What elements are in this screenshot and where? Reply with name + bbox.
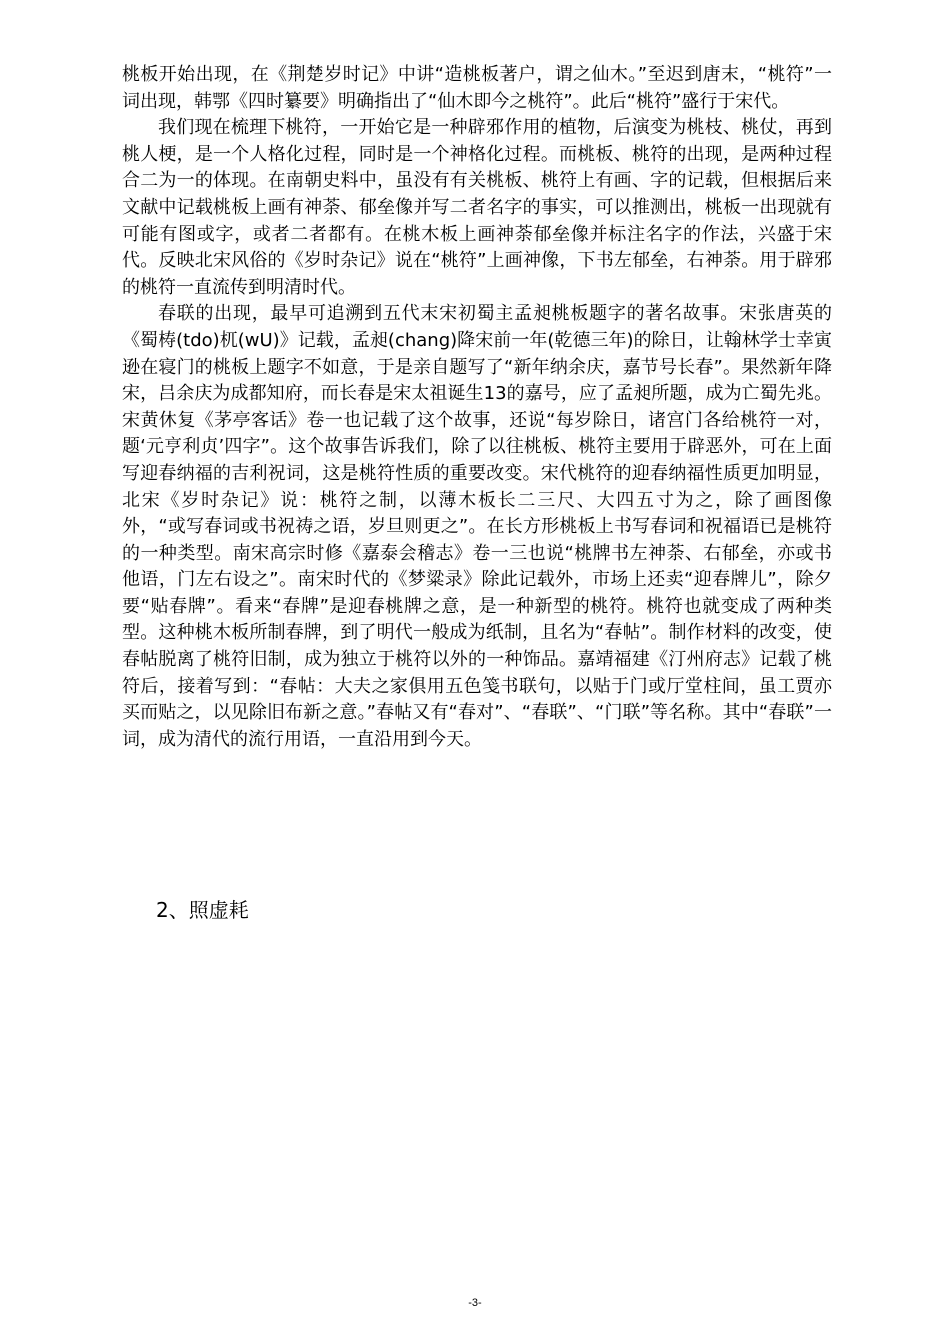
paragraph-peach-charm-evolution: 我们现在梳理下桃符，一开始它是一种辟邪作用的植物，后演变为桃枝、桃仗，再到桃人梗，是一个人格化过程，同时是一个神格化过程。而桃板、桃符的出现，是两种过程合二为一的体现。在南朝史料中，虽没有有关桃板、桃符上有画、字的记载，但根据后来文献中记载桃板上画有神荼、郁垒像并写二者名字的事实，可以推测出，桃板一出现就有可能有图或字，或者二者都有。在桃木板上画神荼郁垒像并标注名字的作法，兴盛于宋代。反映北宋风俗的《岁时杂记》说在“桃符”上画神像，下书左郁垒，右神荼。用于辟邪的桃符一直流传到明清时代。 bbox=[122, 117, 832, 298]
page-number: -3- bbox=[468, 1297, 482, 1309]
section-heading: 2、照虚耗 bbox=[156, 898, 249, 922]
body-text bbox=[122, 62, 832, 753]
paragraph-continuation: 桃板开始出现，在《荆楚岁时记》中讲“造桃板著户，谓之仙木。”至迟到唐末，“桃符”一词出现，韩鄂《四时纂要》明确指出了“仙木即今之桃符”。此后“桃符”盛行于宋代。 bbox=[122, 64, 832, 112]
paragraph-spring-couplet-origin: 春联的出现，最早可追溯到五代末宋初蜀主孟昶桃板题字的著名故事。宋张唐英的《蜀梼(tdo)杌(wU)》记载，孟昶(chang)降宋前一年(乾德三年)的除日，让翰林学士幸寅逊在寝门的桃板上题字不如意，于是亲自题写了“新年纳余庆，嘉节号长春”。果然新年降宋，吕余庆为成都知府，而长春是宋太祖诞生13的嘉号，应了孟昶所题，成为亡蜀先兆。宋黄休复《茅亭客话》卷一也记载了这个故事，还说“每岁除日，诸宫门各给桃符一对，题‘元亨利贞’四字”。这个故事告诉我们，除了以往桃板、桃符主要用于辟恶外，可在上面写迎春纳福的吉利祝词，这是桃符性质的重要改变。宋代桃符的迎春纳福性质更加明显，北宋《岁时杂记》说：桃符之制，以薄木板长二三尺、大四五寸为之，除了画图像外，“或写春词或书祝祷之语，岁旦则更之”。在长方形桃板上书写春词和祝福语已是桃符的一种类型。南宋高宗时修《嘉泰会稽志》卷一三也说“桃牌书左神荼、右郁垒，亦或书他语，门左右设之”。南宋时代的《梦粱录》除此记载外，市场上还卖“迎春牌儿”，除夕要“贴春牌”。看来“春牌”是迎春桃牌之意，是一种新型的桃符。桃符也就变成了两种类型。这种桃木板所制春牌，到了明代一般成为纸制，且名为“春帖”。制作材料的改变，使春帖脱离了桃符旧制，成为独立于桃符以外的一种饰品。嘉靖福建《汀州府志》记载了桃符后，接着写到：“春帖：大夫之家俱用五色笺书联句，以贴于门或厅堂柱间，虽工贾亦买而贴之，以见除旧布新之意。”春帖又有“春对”、“春联”、“门联”等名称。其中“春联”一词，成为清代的流行用语，一直沿用到今天。 bbox=[122, 303, 832, 750]
